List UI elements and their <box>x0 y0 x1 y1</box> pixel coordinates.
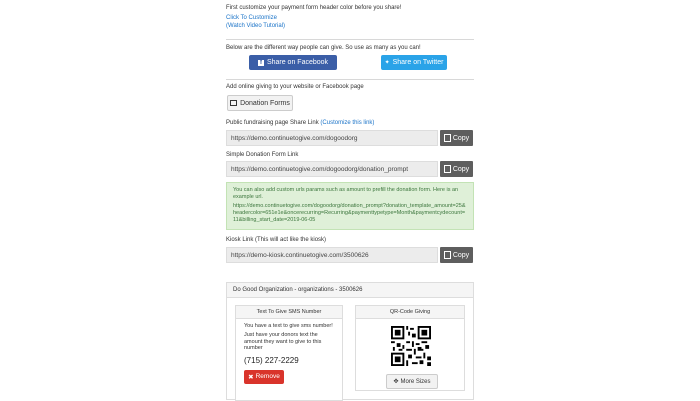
donation-forms-label: Donation Forms <box>240 99 290 107</box>
close-icon: ✖ <box>248 373 254 381</box>
copy-label: Copy <box>452 134 470 142</box>
kiosk-link-copy-button[interactable] <box>440 247 473 263</box>
alert-text: You can also add custom urls params such as amount to prefill the donation form. Here is an example url. <box>233 187 459 200</box>
sms-panel-title: Text To Give SMS Number <box>236 306 342 319</box>
customize-public-link[interactable]: (Customize this link) <box>320 120 375 126</box>
share-text: Below are the different way people can give. So use as many as you can! <box>226 45 421 51</box>
divider <box>226 39 474 40</box>
copy-icon <box>444 165 451 173</box>
facebook-icon: f <box>259 59 262 66</box>
form-icon <box>230 100 237 106</box>
more-sizes-button[interactable] <box>386 374 438 389</box>
qr-panel <box>355 305 465 391</box>
share-facebook-button[interactable] <box>249 55 337 70</box>
intro-text: First customize your payment form header color before you share! <box>226 5 402 11</box>
simple-link-copy-button[interactable] <box>440 161 473 177</box>
public-link-copy-button[interactable] <box>440 130 473 146</box>
intro-section <box>226 4 474 30</box>
online-giving-text: Add online giving to your website or Facebook page <box>226 84 364 90</box>
simple-link-label: Simple Donation Form Link <box>226 152 299 158</box>
sms-panel <box>235 305 343 401</box>
donation-forms-button[interactable] <box>227 95 293 111</box>
copy-label: Copy <box>452 165 470 173</box>
sms-number: (715) 227-2229 <box>244 355 299 365</box>
simple-link-field[interactable]: https://demo.continuetogive.com/dogoodorg/donation_prompt <box>226 161 438 177</box>
divider <box>226 79 474 80</box>
remove-label: Remove <box>255 373 280 380</box>
kiosk-link-field[interactable]: https://demo-kiosk.continuetogive.com/3500626 <box>226 247 438 263</box>
copy-label: Copy <box>452 251 470 259</box>
twitter-icon: ✦ <box>384 60 390 66</box>
kiosk-link-label: Kiosk Link (This will act like the kiosk) <box>226 237 327 243</box>
sms-line2: Just have your donors text the amount they want to give to this number <box>244 332 322 351</box>
public-link-field[interactable]: https://demo.continuetogive.com/dogoodorg <box>226 130 438 146</box>
public-link-label: Public fundraising page Share Link <box>226 120 319 126</box>
video-tutorial-link[interactable]: (Watch Video Tutorial) <box>226 23 286 29</box>
more-sizes-label: More Sizes <box>400 378 431 385</box>
url-params-alert <box>226 182 474 230</box>
expand-icon: ✥ <box>393 379 399 385</box>
share-facebook-label: Share on Facebook <box>266 59 329 66</box>
qr-code <box>391 326 431 366</box>
alert-example-url: https://demo.continuetogive.com/dogoodorg/donation_prompt?donation_template_amount=25&headercolor=651e1e&oncerecurring=Recurring&paymenttypetype=Month&paymentcydecount=11&billing_start_date=2019-06-05 <box>233 203 466 223</box>
remove-sms-button[interactable] <box>244 370 284 384</box>
share-twitter-button[interactable] <box>381 55 447 70</box>
customize-link[interactable]: Click To Customize <box>226 15 277 21</box>
qr-panel-title: QR-Code Giving <box>356 306 464 319</box>
copy-icon <box>444 251 451 259</box>
copy-icon <box>444 134 451 142</box>
share-twitter-label: Share on Twitter <box>392 59 444 66</box>
organization-panel-title: Do Good Organization - organizations - 3500626 <box>227 283 473 298</box>
public-link-label-row <box>226 119 474 127</box>
sms-line1: You have a text to give sms number! <box>244 323 333 329</box>
organization-panel <box>226 282 474 400</box>
